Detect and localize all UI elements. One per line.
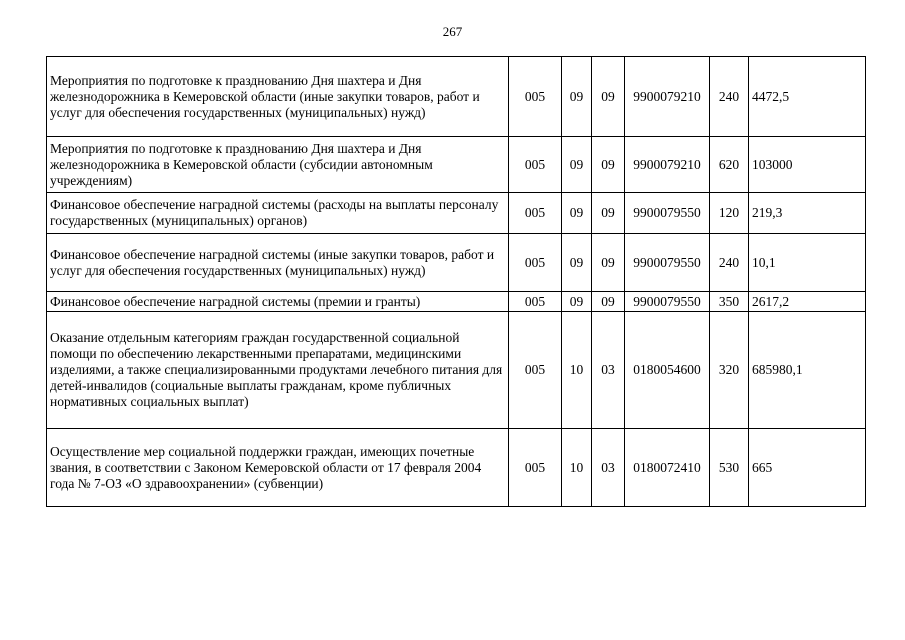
table-row — [47, 57, 866, 137]
subsection-code: 09 — [592, 292, 625, 312]
amount: 103000 — [749, 137, 866, 193]
subsection-code: 09 — [592, 193, 625, 234]
section-code: 10 — [562, 429, 592, 507]
table-row — [47, 292, 866, 312]
ministry-code: 005 — [509, 137, 562, 193]
target-article-code: 9900079210 — [625, 57, 710, 137]
expense-type-code: 620 — [710, 137, 749, 193]
expense-type-code: 530 — [710, 429, 749, 507]
table-row — [47, 193, 866, 234]
target-article-code: 9900079550 — [625, 193, 710, 234]
section-code: 09 — [562, 234, 592, 292]
table-row — [47, 312, 866, 429]
table-row — [47, 234, 866, 292]
expense-type-code: 350 — [710, 292, 749, 312]
target-article-code: 0180054600 — [625, 312, 710, 429]
ministry-code: 005 — [509, 193, 562, 234]
subsection-code: 03 — [592, 312, 625, 429]
ministry-code: 005 — [509, 429, 562, 507]
section-code: 09 — [562, 137, 592, 193]
expense-type-code: 320 — [710, 312, 749, 429]
target-article-code: 9900079550 — [625, 292, 710, 312]
row-description: Мероприятия по подготовке к празднованию Дня шахтера и Дня железнодорожника в Кемеровской области (субсидии автономным учреждениям) — [47, 137, 509, 193]
row-description: Осуществление мер социальной поддержки граждан, имеющих почетные звания, в соответствии с Законом Кемеровской области от 17 февраля 2004 года № 7-ОЗ «О здравоохранении» (субвенции) — [47, 429, 509, 507]
row-description: Финансовое обеспечение наградной системы (премии и гранты) — [47, 292, 509, 312]
expense-type-code: 120 — [710, 193, 749, 234]
row-description: Оказание отдельным категориям граждан государственной социальной помощи по обеспечению лекарственными препаратами, медицинскими изделиями, а также специализированными продуктами лечебного питания для детей-инвалидов (социальные выплаты гражданам, кроме публичных нормативных социальных выплат) — [47, 312, 509, 429]
amount: 219,3 — [749, 193, 866, 234]
section-code: 09 — [562, 57, 592, 137]
ministry-code: 005 — [509, 312, 562, 429]
ministry-code: 005 — [509, 234, 562, 292]
amount: 10,1 — [749, 234, 866, 292]
amount: 4472,5 — [749, 57, 866, 137]
table-row — [47, 429, 866, 507]
expense-type-code: 240 — [710, 234, 749, 292]
amount: 665 — [749, 429, 866, 507]
ministry-code: 005 — [509, 57, 562, 137]
section-code: 10 — [562, 312, 592, 429]
subsection-code: 03 — [592, 429, 625, 507]
page-number: 267 — [442, 24, 463, 39]
section-code: 09 — [562, 193, 592, 234]
table-row — [47, 137, 866, 193]
row-description: Мероприятия по подготовке к празднованию Дня шахтера и Дня железнодорожника в Кемеровской области (иные закупки товаров, работ и услуг для обеспечения государственных (муниципальных) нужд) — [47, 57, 509, 137]
subsection-code: 09 — [592, 234, 625, 292]
budget-table — [46, 56, 866, 507]
expense-type-code: 240 — [710, 57, 749, 137]
subsection-code: 09 — [592, 137, 625, 193]
amount: 2617,2 — [749, 292, 866, 312]
ministry-code: 005 — [509, 292, 562, 312]
target-article-code: 0180072410 — [625, 429, 710, 507]
amount: 685980,1 — [749, 312, 866, 429]
row-description: Финансовое обеспечение наградной системы (расходы на выплаты персоналу государственных (муниципальных) органов) — [47, 193, 509, 234]
section-code: 09 — [562, 292, 592, 312]
target-article-code: 9900079210 — [625, 137, 710, 193]
row-description: Финансовое обеспечение наградной системы (иные закупки товаров, работ и услуг для обеспечения государственных (муниципальных) нужд) — [47, 234, 509, 292]
subsection-code: 09 — [592, 57, 625, 137]
target-article-code: 9900079550 — [625, 234, 710, 292]
